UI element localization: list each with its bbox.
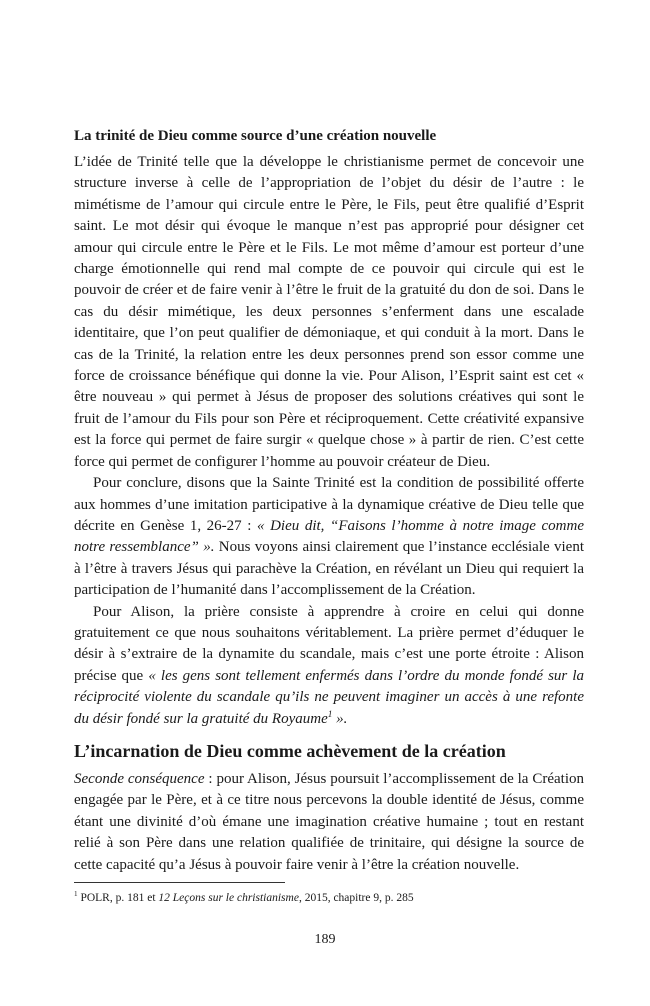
paragraph-4-lead: Seconde conséquence xyxy=(74,770,205,787)
footnote-book-title: 12 Leçons sur le christianisme xyxy=(158,892,299,904)
footnote-divider xyxy=(74,882,285,883)
alison-quote-end: ». xyxy=(332,710,348,727)
footnote xyxy=(74,891,584,906)
footnote-reference[interactable]: 1 xyxy=(327,709,333,720)
paragraph-4-text: : pour Alison, Jésus poursuit l’accomplissement de la Création engagée par le Père, et à ce titre nous percevons la double identité de Jésus, comme étant une divinité d’où émane une imagination créative humaine ; tout en restant relié à son Père dans une relation qualifiée de trinitaire, qui désigne la source de cette capacité qu’a Jésus à pouvoir faire venir à l’être la création nouvelle. xyxy=(74,770,584,873)
paragraph-2-text-end: Nous voyons ainsi clairement que l’instance ecclésiale vient à l’être à travers Jésus qui parachève la Création, en révélant un Dieu qui requiert la participation de l’humanité dans l’accomplissement de la Création. xyxy=(74,539,584,599)
paragraph-1: L’idée de Trinité telle que la développe le christianisme permet de concevoir une structure inverse à celle de l’appropriation de l’objet du désir de l’autre : le mimétisme de l’amour qui circule entre le Père, le Fils, peut être qualifié d’Esprit saint. Le mot désir qui évoque le manque n’est pas approprié pour désigner cet amour qui circule entre le Père et le Fils. Le mot même d’amour est porteur d’une charge émotionnelle qui rend mal compte de ce pouvoir qui circule qui est le pouvoir de créer et de faire venir à l’être le fruit de la gratuité du don de soi. Dans le cas du désir mimétique, les deux personnes s’enferment dans une escalade identitaire, que l’on peut qualifier de démoniaque, et qui conduit à la mort. Dans le cas de la Trinité, la relation entre les deux personnes prend son essor comme une force de croissance bénéfique qui donne la vie. Pour Alison, l’Esprit saint est cet « être nouveau » qui permet à Jésus de proposer des solutions créatives qui sont le fruit de l’amour du Fils pour son Père et réciproquement. Cette créativité expansive est la force qui permet de faire surgir « quelque chose » à partir de rien. C’est cette force qui permet de configurer l’homme au pouvoir créateur de Dieu. xyxy=(74,154,584,470)
paragraph-2 xyxy=(74,473,584,601)
paragraph-3 xyxy=(74,602,584,730)
genesis-quote: « Dieu dit, “Faisons l’homme à notre image comme notre ressemblance” ». xyxy=(74,517,584,556)
footnote-mark: 1 xyxy=(74,890,78,899)
alison-quote-text: « les gens sont tellement enfermés dans l’ordre du monde fondé sur la réciprocité violente du scandale qu’ils ne peuvent imaginer un accès à une refonte du désir fondé sur la gratuité du Royaume xyxy=(74,667,584,727)
main-text xyxy=(74,126,584,876)
footnote-text-end: , 2015, chapitre 9, p. 285 xyxy=(298,892,414,904)
footnote-text: POLR, p. 181 et xyxy=(77,892,159,904)
paragraph-4 xyxy=(74,769,584,876)
alison-quote xyxy=(74,668,584,727)
section-heading-trinite: La trinité de Dieu comme source d’une création nouvelle xyxy=(74,128,437,144)
paragraph-2-text: Pour conclure, disons que la Sainte Trinité est la condition de possibilité offerte aux hommes d’une imitation participative à la dynamique créative de Dieu telle que décrite en Genèse 1, 26-27 : xyxy=(74,475,584,534)
section-heading-incarnation: L’incarnation de Dieu comme achèvement de la création xyxy=(74,740,506,761)
paragraph-3-text: Pour Alison, la prière consiste à apprendre à croire en celui qui donne gratuitement ce que nous souhaitons véritablement. La prière permet d’éduquer le désir à s’extraire de la dynamite du scandale, mais c’est une porte étroite : Alison précise que xyxy=(74,603,584,684)
page-number: 189 xyxy=(314,932,336,947)
